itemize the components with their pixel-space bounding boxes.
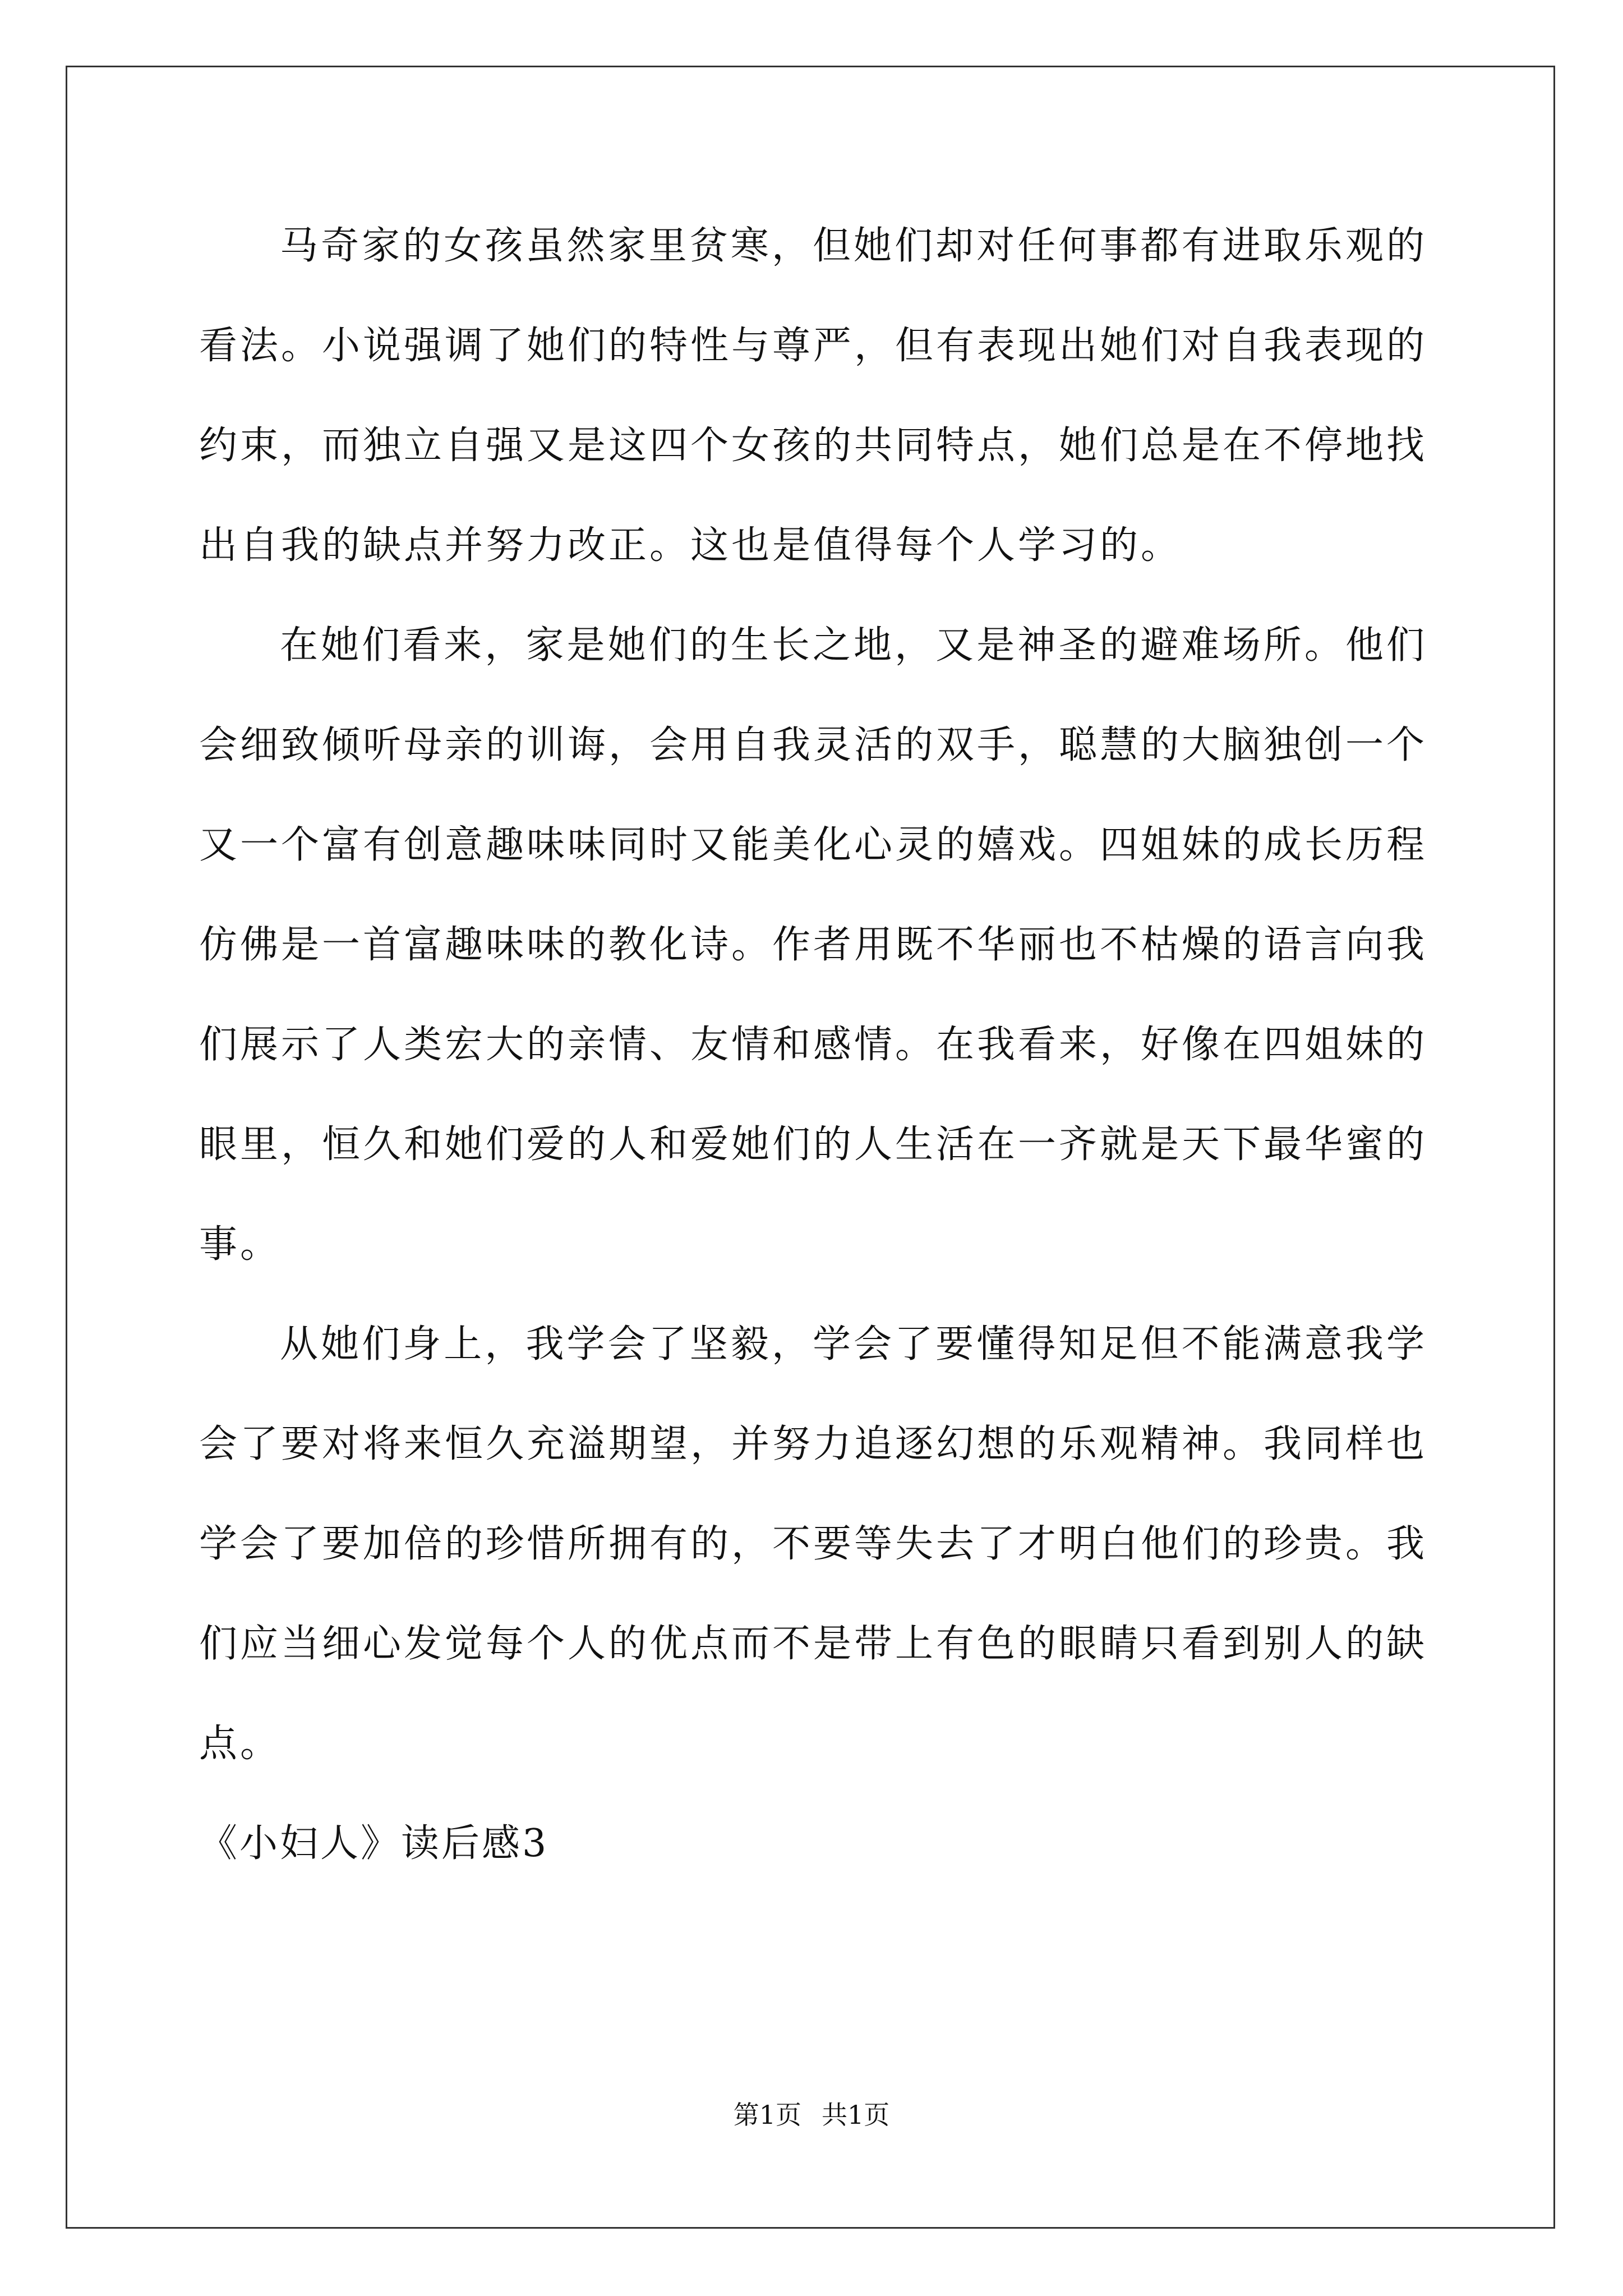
section-subtitle: 《小妇人》读后感3 [199,1821,549,1866]
page-footer [0,2098,1623,2132]
page-number: 第1页 [733,2100,801,2130]
paragraph-2: 在她们看来，家是她们的生长之地，又是神圣的避难场所。他们会细致倾听母亲的训诲，会用自我灵活的双手，聪慧的大脑独创一个又一个富有创意趣味味同时又能美化心灵的嬉戏。四姐妹的成长历程仿佛是一首富趣味味的教化诗。作者用既不华丽也不枯燥的语言向我们展示了人类宏大的亲情、友情和感情。在我看来，好像在四姐妹的眼里，恒久和她们爱的人和爱她们的人生活在一齐就是天下最华蜜的事。 [199,623,1428,1267]
page-total: 共1页 [822,2100,890,2130]
paragraph-3: 从她们身上，我学会了坚毅，学会了要懂得知足但不能满意我学会了要对将来恒久充溢期望，并努力追逐幻想的乐观精神。我同样也学会了要加倍的珍惜所拥有的，不要等失去了才明白他们的珍贵。我们应当细心发觉每个人的优点而不是带上有色的眼睛只看到别人的缺点。 [199,1322,1428,1766]
document-body [199,196,1427,1894]
paragraph-1: 马奇家的女孩虽然家里贫寒，但她们却对任何事都有进取乐观的看法。小说强调了她们的特性与尊严，但有表现出她们对自我表现的约束，而独立自强又是这四个女孩的共同特点，她们总是在不停地找出自我的缺点并努力改正。这也是值得每个人学习的。 [199,224,1428,568]
